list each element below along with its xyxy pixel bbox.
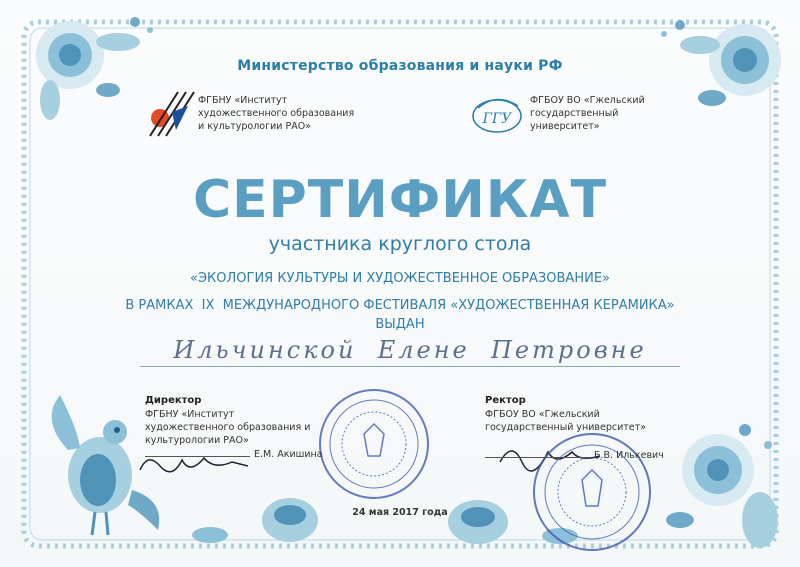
- recipient-name: Ильчинской Елене Петровне: [173, 336, 647, 364]
- director-org: ФГБНУ «Институт художественного образования и культурологии РАО»: [145, 409, 311, 446]
- director-title: Директор: [145, 395, 202, 406]
- event-title: «ЭКОЛОГИЯ КУЛЬТУРЫ И ХУДОЖЕСТВЕННОЕ ОБРАЗОВАНИЕ»: [190, 271, 610, 286]
- rector-org: ФГБОУ ВО «Гжельский государственный университет»: [485, 409, 646, 433]
- rector-title: Ректор: [485, 395, 526, 406]
- ministry-header: Министерство образования и науки РФ: [237, 58, 563, 74]
- recipient-underline: [140, 366, 680, 367]
- left-org-name: ФГБНУ «Институт художественного образования и культурологии РАО»: [198, 95, 355, 132]
- issued-label: ВЫДАН: [375, 317, 425, 332]
- certificate-subtitle: участника круглого стола: [268, 233, 532, 255]
- right-org-name: ФГБОУ ВО «Гжельский государственный университет»: [530, 95, 645, 132]
- right-org-logo-text: ГГУ: [482, 111, 512, 127]
- director-name: Е.М. Акишина: [254, 449, 323, 460]
- rector-name: Б.В. Илькевич: [594, 450, 664, 461]
- director-signature-line: [145, 456, 250, 457]
- rector-signature-line: [485, 457, 590, 458]
- issue-date: 24 мая 2017 года: [352, 507, 448, 518]
- certificate-title: СЕРТИФИКАТ: [192, 170, 608, 230]
- festival-line: В РАМКАХ IX МЕЖДУНАРОДНОГО ФЕСТИВАЛЯ «ХУДОЖЕСТВЕННАЯ КЕРАМИКА»: [125, 298, 675, 313]
